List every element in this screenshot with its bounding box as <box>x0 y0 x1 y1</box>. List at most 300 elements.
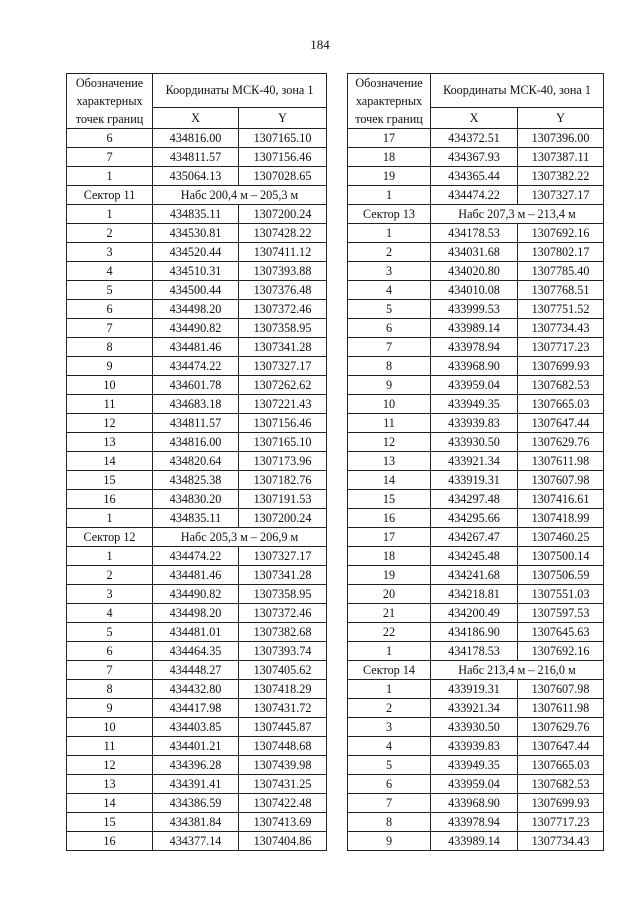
point-number: 7 <box>67 148 153 167</box>
table-row <box>67 243 327 262</box>
point-number: 6 <box>67 129 153 148</box>
table-row <box>348 490 604 509</box>
table-row <box>67 148 327 167</box>
table-row <box>67 300 327 319</box>
table-row <box>67 338 327 357</box>
coord-x: 433930.50 <box>431 433 518 452</box>
table-row <box>348 338 604 357</box>
coord-x: 433939.83 <box>431 414 518 433</box>
table-row <box>67 319 327 338</box>
point-number: 9 <box>67 699 153 718</box>
table-row <box>348 756 604 775</box>
coord-y: 1307431.72 <box>239 699 327 718</box>
point-number: 1 <box>67 509 153 528</box>
coord-x: 434178.53 <box>431 642 518 661</box>
sector-row <box>67 528 327 547</box>
table-row <box>67 623 327 642</box>
point-number: 6 <box>348 319 431 338</box>
coord-x: 434683.18 <box>153 395 239 414</box>
coord-x: 434372.51 <box>431 129 518 148</box>
coord-y: 1307682.53 <box>518 775 604 794</box>
point-number: 1 <box>348 224 431 243</box>
coord-y: 1307372.46 <box>239 604 327 623</box>
point-number: 7 <box>348 338 431 357</box>
header-x: X <box>431 107 518 128</box>
coord-y: 1307597.53 <box>518 604 604 623</box>
table-row <box>67 224 327 243</box>
coord-x: 434365.44 <box>431 167 518 186</box>
coord-y: 1307327.17 <box>518 186 604 205</box>
coord-x: 434474.22 <box>431 186 518 205</box>
table-row <box>348 585 604 604</box>
table-row <box>67 395 327 414</box>
point-number: 5 <box>67 623 153 642</box>
coord-x: 434835.11 <box>153 509 239 528</box>
coord-y: 1307358.95 <box>239 585 327 604</box>
coord-x: 434245.48 <box>431 547 518 566</box>
coord-y: 1307393.74 <box>239 642 327 661</box>
table-row <box>348 566 604 585</box>
point-number: 7 <box>67 319 153 338</box>
point-number: 13 <box>67 775 153 794</box>
coord-y: 1307262.62 <box>239 376 327 395</box>
table-row <box>67 699 327 718</box>
point-number: 3 <box>67 585 153 604</box>
page-number: 184 <box>310 37 330 52</box>
point-number: 6 <box>67 642 153 661</box>
coord-y: 1307439.98 <box>239 756 327 775</box>
sector-row <box>348 205 604 224</box>
table-row <box>67 547 327 566</box>
coord-y: 1307428.22 <box>239 224 327 243</box>
coord-y: 1307607.98 <box>518 471 604 490</box>
table-row <box>348 509 604 528</box>
coord-y: 1307751.52 <box>518 300 604 319</box>
coord-y: 1307422.48 <box>239 794 327 813</box>
coord-x: 434464.35 <box>153 642 239 661</box>
coord-x: 434825.38 <box>153 471 239 490</box>
table-row <box>67 756 327 775</box>
point-number: 1 <box>67 167 153 186</box>
table-row <box>348 129 604 148</box>
coord-x: 434816.00 <box>153 129 239 148</box>
coord-y: 1307645.63 <box>518 623 604 642</box>
coord-x: 433989.14 <box>431 832 518 851</box>
coord-x: 434816.00 <box>153 433 239 452</box>
sector-row <box>348 661 604 680</box>
coord-y: 1307692.16 <box>518 224 604 243</box>
point-number: 8 <box>67 338 153 357</box>
table-row <box>348 186 604 205</box>
coord-x: 434186.90 <box>431 623 518 642</box>
coord-y: 1307165.10 <box>239 129 327 148</box>
table-row <box>348 148 604 167</box>
point-number: 1 <box>348 680 431 699</box>
coord-x: 434498.20 <box>153 604 239 623</box>
point-number: 12 <box>67 414 153 433</box>
coord-y: 1307647.44 <box>518 737 604 756</box>
coord-x: 434396.28 <box>153 756 239 775</box>
coord-x: 433919.31 <box>431 680 518 699</box>
coord-y: 1307802.17 <box>518 243 604 262</box>
table-row <box>348 794 604 813</box>
coord-y: 1307182.76 <box>239 471 327 490</box>
table-row <box>67 718 327 737</box>
coord-x: 434391.41 <box>153 775 239 794</box>
table-row <box>67 737 327 756</box>
coord-y: 1307396.00 <box>518 129 604 148</box>
coord-y: 1307418.29 <box>239 680 327 699</box>
point-number: 4 <box>348 281 431 300</box>
table-row <box>348 300 604 319</box>
coord-x: 434297.48 <box>431 490 518 509</box>
coord-y: 1307768.51 <box>518 281 604 300</box>
table-row <box>348 357 604 376</box>
coord-y: 1307173.96 <box>239 452 327 471</box>
coord-y: 1307411.12 <box>239 243 327 262</box>
point-number: 2 <box>348 243 431 262</box>
coord-x: 434200.49 <box>431 604 518 623</box>
point-number: 7 <box>348 794 431 813</box>
point-number: 9 <box>67 357 153 376</box>
coord-y: 1307341.28 <box>239 338 327 357</box>
point-number: 2 <box>67 224 153 243</box>
table-row <box>348 452 604 471</box>
coord-x: 434490.82 <box>153 319 239 338</box>
coord-x: 434417.98 <box>153 699 239 718</box>
coord-y: 1307393.88 <box>239 262 327 281</box>
coord-x: 434820.64 <box>153 452 239 471</box>
coord-x: 434178.53 <box>431 224 518 243</box>
coord-x: 434267.47 <box>431 528 518 547</box>
coord-x: 433921.34 <box>431 699 518 718</box>
coord-y: 1307717.23 <box>518 813 604 832</box>
coord-x: 434481.01 <box>153 623 239 642</box>
table-row <box>348 243 604 262</box>
table-row <box>348 376 604 395</box>
point-number: 2 <box>67 566 153 585</box>
point-number: 12 <box>348 433 431 452</box>
coord-x: 433930.50 <box>431 718 518 737</box>
coord-y: 1307200.24 <box>239 205 327 224</box>
coord-y: 1307445.87 <box>239 718 327 737</box>
point-number: 14 <box>348 471 431 490</box>
point-number: 2 <box>348 699 431 718</box>
coord-y: 1307165.10 <box>239 433 327 452</box>
coord-y: 1307699.93 <box>518 357 604 376</box>
coord-y: 1307156.46 <box>239 148 327 167</box>
sector-name: Сектор 13 <box>348 205 431 224</box>
table-row <box>67 794 327 813</box>
table-row <box>348 281 604 300</box>
coord-y: 1307405.62 <box>239 661 327 680</box>
point-number: 9 <box>348 832 431 851</box>
coord-x: 434367.93 <box>431 148 518 167</box>
coord-x: 434377.14 <box>153 832 239 851</box>
point-number: 5 <box>348 300 431 319</box>
table-row <box>348 167 604 186</box>
point-number: 11 <box>67 737 153 756</box>
point-number: 11 <box>67 395 153 414</box>
table-row <box>348 471 604 490</box>
coord-y: 1307647.44 <box>518 414 604 433</box>
table-row <box>67 566 327 585</box>
sector-height-range: Набс 205,3 м – 206,9 м <box>153 528 327 547</box>
coord-x: 434218.81 <box>431 585 518 604</box>
coord-y: 1307717.23 <box>518 338 604 357</box>
table-row <box>67 642 327 661</box>
point-number: 10 <box>67 718 153 737</box>
coord-y: 1307611.98 <box>518 699 604 718</box>
coord-y: 1307692.16 <box>518 642 604 661</box>
coord-y: 1307156.46 <box>239 414 327 433</box>
point-number: 15 <box>348 490 431 509</box>
coord-x: 434835.11 <box>153 205 239 224</box>
point-number: 8 <box>348 813 431 832</box>
table-row <box>67 205 327 224</box>
point-number: 19 <box>348 566 431 585</box>
point-number: 4 <box>67 262 153 281</box>
coord-x: 434386.59 <box>153 794 239 813</box>
table-row <box>348 699 604 718</box>
coord-x: 434020.80 <box>431 262 518 281</box>
point-number: 13 <box>348 452 431 471</box>
coord-y: 1307734.43 <box>518 832 604 851</box>
coord-y: 1307629.76 <box>518 718 604 737</box>
point-number: 9 <box>348 376 431 395</box>
coord-x: 434401.21 <box>153 737 239 756</box>
sector-row <box>67 186 327 205</box>
coord-y: 1307506.59 <box>518 566 604 585</box>
header-point-label: Обозначение характерных точек границ <box>348 74 431 129</box>
sector-height-range: Набс 213,4 м – 216,0 м <box>431 661 604 680</box>
header-y: Y <box>239 107 327 128</box>
table-row <box>67 357 327 376</box>
coord-x: 434474.22 <box>153 357 239 376</box>
coord-x: 433949.35 <box>431 756 518 775</box>
coord-y: 1307682.53 <box>518 376 604 395</box>
table-row <box>67 585 327 604</box>
point-number: 18 <box>348 148 431 167</box>
table-row <box>67 129 327 148</box>
table-row <box>67 813 327 832</box>
coord-x: 434601.78 <box>153 376 239 395</box>
point-number: 1 <box>67 547 153 566</box>
header-x: X <box>153 107 239 128</box>
coord-x: 434830.20 <box>153 490 239 509</box>
coord-y: 1307460.25 <box>518 528 604 547</box>
coord-y: 1307629.76 <box>518 433 604 452</box>
table-row <box>67 509 327 528</box>
coord-x: 434381.84 <box>153 813 239 832</box>
point-number: 6 <box>348 775 431 794</box>
coord-x: 434031.68 <box>431 243 518 262</box>
point-number: 10 <box>348 395 431 414</box>
coord-y: 1307416.61 <box>518 490 604 509</box>
point-number: 7 <box>67 661 153 680</box>
point-number: 14 <box>67 452 153 471</box>
coord-x: 434530.81 <box>153 224 239 243</box>
point-number: 3 <box>348 262 431 281</box>
coord-y: 1307382.22 <box>518 167 604 186</box>
point-number: 4 <box>348 737 431 756</box>
point-number: 12 <box>67 756 153 775</box>
point-number: 1 <box>348 186 431 205</box>
coord-x: 433989.14 <box>431 319 518 338</box>
point-number: 18 <box>348 547 431 566</box>
table-row <box>67 471 327 490</box>
coord-x: 433968.90 <box>431 357 518 376</box>
coord-x: 434520.44 <box>153 243 239 262</box>
table-body <box>348 129 604 851</box>
coord-y: 1307191.53 <box>239 490 327 509</box>
coord-x: 434010.08 <box>431 281 518 300</box>
point-number: 11 <box>348 414 431 433</box>
table-row <box>67 490 327 509</box>
coord-x: 434481.46 <box>153 338 239 357</box>
coord-y: 1307387.11 <box>518 148 604 167</box>
table-row <box>67 281 327 300</box>
table-row <box>67 661 327 680</box>
point-number: 16 <box>67 832 153 851</box>
coord-x: 434490.82 <box>153 585 239 604</box>
coord-y: 1307699.93 <box>518 794 604 813</box>
table-row <box>348 395 604 414</box>
coord-y: 1307376.48 <box>239 281 327 300</box>
table-row <box>348 433 604 452</box>
coord-x: 433978.94 <box>431 813 518 832</box>
table-row <box>348 262 604 281</box>
coord-y: 1307448.68 <box>239 737 327 756</box>
point-number: 15 <box>67 813 153 832</box>
coord-x: 433968.90 <box>431 794 518 813</box>
coord-y: 1307341.28 <box>239 566 327 585</box>
coord-y: 1307028.65 <box>239 167 327 186</box>
coord-x: 434241.68 <box>431 566 518 585</box>
header-point-label: Обозначение характерных точек границ <box>67 74 153 129</box>
coord-x: 433959.04 <box>431 376 518 395</box>
coord-y: 1307221.43 <box>239 395 327 414</box>
point-number: 6 <box>67 300 153 319</box>
sector-name: Сектор 14 <box>348 661 431 680</box>
coord-y: 1307372.46 <box>239 300 327 319</box>
coord-x: 435064.13 <box>153 167 239 186</box>
table-row <box>348 813 604 832</box>
point-number: 19 <box>348 167 431 186</box>
coord-x: 433959.04 <box>431 775 518 794</box>
point-number: 8 <box>348 357 431 376</box>
coord-x: 433939.83 <box>431 737 518 756</box>
header-y: Y <box>518 107 604 128</box>
coord-y: 1307382.68 <box>239 623 327 642</box>
coord-y: 1307431.25 <box>239 775 327 794</box>
table-row <box>348 642 604 661</box>
coord-y: 1307200.24 <box>239 509 327 528</box>
table-row <box>67 832 327 851</box>
point-number: 22 <box>348 623 431 642</box>
table-row <box>67 775 327 794</box>
point-number: 16 <box>67 490 153 509</box>
table-row <box>348 718 604 737</box>
point-number: 1 <box>348 642 431 661</box>
table-row <box>348 224 604 243</box>
coord-y: 1307551.03 <box>518 585 604 604</box>
table-row <box>67 433 327 452</box>
table-row <box>67 376 327 395</box>
table-row <box>67 452 327 471</box>
table-row <box>67 167 327 186</box>
point-number: 13 <box>67 433 153 452</box>
table-row <box>67 604 327 623</box>
coord-x: 434811.57 <box>153 148 239 167</box>
table-row <box>348 604 604 623</box>
table-row <box>348 737 604 756</box>
point-number: 17 <box>348 528 431 547</box>
coord-x: 434498.20 <box>153 300 239 319</box>
sector-height-range: Набс 200,4 м – 205,3 м <box>153 186 327 205</box>
coord-x: 434474.22 <box>153 547 239 566</box>
point-number: 8 <box>67 680 153 699</box>
table-row <box>348 528 604 547</box>
header-coordinates: Координаты МСК-40, зона 1 <box>431 74 604 108</box>
coord-y: 1307734.43 <box>518 319 604 338</box>
sector-height-range: Набс 207,3 м – 213,4 м <box>431 205 604 224</box>
coord-x: 433949.35 <box>431 395 518 414</box>
coordinates-table-right <box>347 73 604 851</box>
point-number: 10 <box>67 376 153 395</box>
point-number: 3 <box>348 718 431 737</box>
table-row <box>348 414 604 433</box>
table-row <box>348 623 604 642</box>
coord-x: 433999.53 <box>431 300 518 319</box>
coord-y: 1307665.03 <box>518 756 604 775</box>
point-number: 16 <box>348 509 431 528</box>
table-row <box>348 319 604 338</box>
sector-name: Сектор 11 <box>67 186 153 205</box>
header-coordinates: Координаты МСК-40, зона 1 <box>153 74 327 108</box>
coord-y: 1307327.17 <box>239 547 327 566</box>
coord-y: 1307607.98 <box>518 680 604 699</box>
point-number: 15 <box>67 471 153 490</box>
coord-x: 434500.44 <box>153 281 239 300</box>
coord-x: 433921.34 <box>431 452 518 471</box>
table-row <box>348 775 604 794</box>
coord-y: 1307413.69 <box>239 813 327 832</box>
point-number: 14 <box>67 794 153 813</box>
coord-x: 434403.85 <box>153 718 239 737</box>
coordinates-table-left <box>66 73 327 851</box>
table-row <box>67 262 327 281</box>
coord-x: 434510.31 <box>153 262 239 281</box>
coord-y: 1307611.98 <box>518 452 604 471</box>
point-number: 4 <box>67 604 153 623</box>
point-number: 1 <box>67 205 153 224</box>
point-number: 21 <box>348 604 431 623</box>
coord-x: 434448.27 <box>153 661 239 680</box>
coord-x: 433919.31 <box>431 471 518 490</box>
point-number: 17 <box>348 129 431 148</box>
coord-y: 1307327.17 <box>239 357 327 376</box>
sector-name: Сектор 12 <box>67 528 153 547</box>
coord-y: 1307418.99 <box>518 509 604 528</box>
coord-y: 1307358.95 <box>239 319 327 338</box>
table-row <box>348 547 604 566</box>
table-row <box>67 680 327 699</box>
coord-x: 434295.66 <box>431 509 518 528</box>
coord-x: 434811.57 <box>153 414 239 433</box>
point-number: 5 <box>348 756 431 775</box>
table-body <box>67 129 327 851</box>
